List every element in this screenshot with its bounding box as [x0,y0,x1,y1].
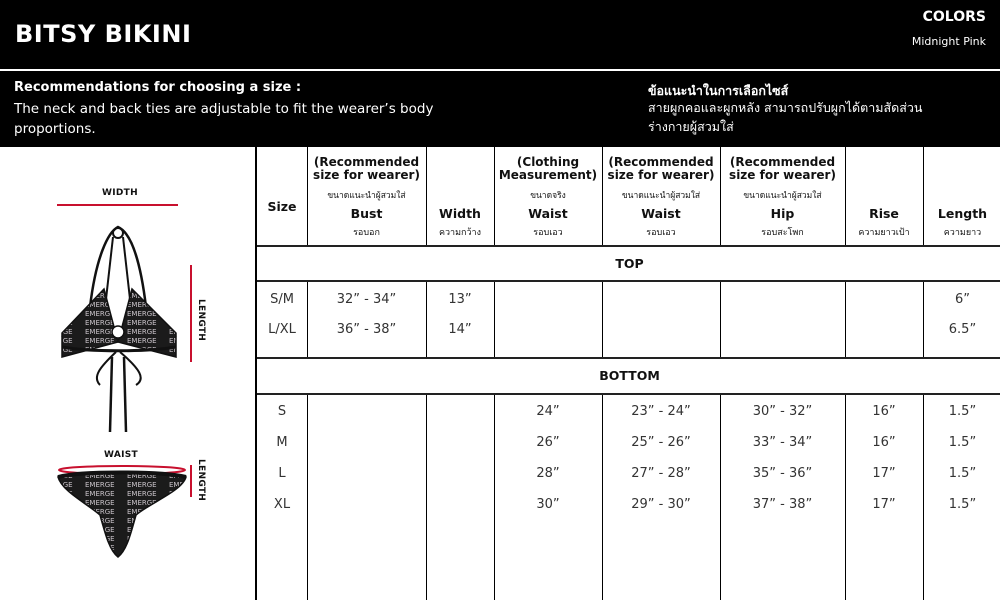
table-cell-size: M [276,435,288,450]
header-th1: ขนาดแนะนำผู้สวมใส่ [327,191,406,201]
table-cell-length: 1.5” [948,404,977,419]
table-cell-size: L/XL [268,322,296,337]
table-cell-hip: 33” - 34” [752,435,813,450]
bikini-illustration [0,147,255,600]
section-top-label: TOP [615,255,644,271]
table-cell-clothing-waist: 28” [536,466,560,481]
section-bottom-label: BOTTOM [599,368,660,383]
table-cell-bust: 32” - 34” [336,292,397,307]
header-main: Hip [770,206,795,221]
recommendation-title: Recommendations for choosing a size : [14,80,302,95]
column-header-bust [307,147,426,245]
header-sub: รอบอก [353,228,380,238]
table-cell-length: 6” [954,292,970,307]
header-sub: ความกว้าง [438,228,481,238]
table-cell-hip: 30” - 32” [752,404,813,419]
table-cell-bust: 36” - 38” [336,322,397,337]
size-chart-table [255,147,1000,600]
header-en: (Recommended size for wearer) [313,155,420,182]
column-header-hip [720,147,845,245]
length-label: LENGTH [196,299,206,342]
header-sub: รอบเอว [533,228,563,238]
table-cell-clothing-waist: 26” [536,435,560,450]
table-cell-width: 13” [448,292,472,307]
width-label: WIDTH [102,188,138,198]
table-cell-size: L [278,466,286,481]
header-main: Width [439,206,481,221]
table-cell-recommended-waist: 29” - 30” [631,497,691,512]
header-main: Rise [869,206,899,221]
table-cell-rise: 16” [872,404,896,419]
header-sub: รอบเอว [646,228,676,238]
table-cell-length: 1.5” [948,497,977,512]
table-cell-length: 1.5” [948,435,977,450]
column-header-clothing-waist [494,147,602,245]
header-sub: ความยาว [943,228,982,238]
header-main: Waist [641,206,681,221]
table-cell-recommended-waist: 27” - 28” [631,466,691,481]
header-en: (Recommended size for wearer) [607,155,715,182]
table-cell-hip: 37” - 38” [752,497,813,512]
table-cell-length: 6.5” [948,322,977,337]
table-cell-rise: 17” [872,497,896,512]
header-main: Size [267,199,297,214]
measurement-diagram [0,147,255,600]
table-cell-width: 14” [448,322,472,337]
table-cell-size: S/M [270,292,294,307]
table-cell-recommended-waist: 23” - 24” [631,404,691,419]
column-header-recommended-waist [602,147,720,245]
header-main: Bust [350,206,383,221]
table-cell-length: 1.5” [948,466,977,481]
column-header-size [257,147,307,245]
colors-label: COLORS [922,9,986,25]
recommendation-body: The neck and back ties are adjustable to fit the wearer’s body proportions. [14,101,434,137]
header-main: Length [937,206,988,221]
color-value: Midnight Pink [911,35,986,48]
section-bottom-label-band [257,359,1000,393]
column-header-width [426,147,494,245]
product-title: BITSY BIKINI [15,20,192,48]
bikini-bottom [58,473,186,558]
header-main: Waist [528,206,568,221]
column-header-length [923,147,1000,245]
recommendation-body-th: สายผูกคอและผูกหลัง สามารถปรับผูกได้ตามสัดส่วนร่างกายผู้สวมใส่ [648,100,923,134]
table-cell-clothing-waist: 24” [536,404,560,419]
table-cell-hip: 35” - 36” [752,466,813,481]
table-row-divider [257,280,1000,282]
bottom-length-label: LENGTH [196,459,206,502]
header-sub: ความยาวเป้า [858,228,910,238]
header-th1: ขนาดแนะนำผู้สวมใส่ [743,191,822,201]
header-th1: ขนาดแนะนำผู้สวมใส่ [621,191,701,201]
recommendation-band [0,71,1000,147]
header-sub: รอบสะโพก [761,228,804,238]
table-cell-size: XL [273,497,291,512]
recommendation-title-th: ข้อแนะนำในการเลือกไซส์ [648,83,789,98]
header-en: (Recommended size for wearer) [729,155,836,182]
header-th1: ขนาดจริง [530,191,566,201]
header-en: (Clothing Measurement) [498,155,598,182]
column-header-rise [845,147,923,245]
table-cell-recommended-waist: 25” - 26” [631,435,691,450]
table-cell-clothing-waist: 30” [536,497,560,512]
waist-label: WAIST [104,450,138,460]
table-cell-size: S [277,404,287,419]
table-cell-rise: 16” [872,435,896,450]
table-cell-rise: 17” [872,466,896,481]
section-top-label-band [257,247,1000,280]
table-row-divider [257,393,1000,395]
header-bar [0,0,1000,69]
